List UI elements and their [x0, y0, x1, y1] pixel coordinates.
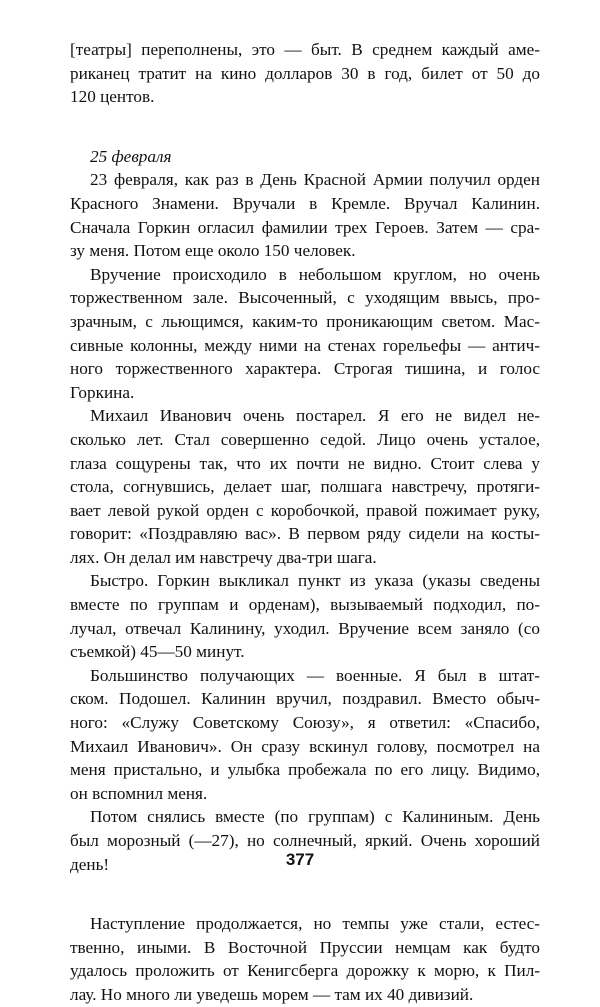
paragraph	[70, 404, 540, 569]
paragraph	[70, 168, 540, 262]
text-line: глаза сощурены так, что их почти не видно. Стоит слева у	[70, 453, 540, 473]
text-line: зу меня. Потом еще около 150 человек.	[70, 241, 356, 261]
text-line: риканец тратит на кино долларов 30 в год, билет от 50 до	[70, 63, 540, 83]
text-line: ного торжественного характера. Строгая тишина, и голос	[70, 359, 540, 379]
text-line: сколько лет. Стал совершенно седой. Лицо очень усталое,	[70, 429, 540, 449]
paragraph	[70, 569, 540, 663]
intro-paragraph	[70, 38, 540, 109]
section-gap	[70, 109, 540, 145]
text-line: ного: «Служу Советскому Союзу», я ответил: «Спасибо,	[70, 713, 540, 733]
text-line: Сначала Горкин огласил фамилии трех Героев. Затем — сра-	[70, 217, 540, 237]
text-line: съемкой) 45—50 минут.	[70, 642, 245, 662]
text-line: Вручение происходило в небольшом круглом, но очень	[90, 264, 540, 284]
text-line: 23 февраля, как раз в День Красной Армии получил орден	[90, 170, 540, 190]
text-line: твенно, иными. В Восточной Пруссии немцам как будто	[70, 937, 540, 957]
text-line: лях. Он делал им навстречу два-три шага.	[70, 547, 377, 567]
text-line: удалось проложить от Кенигсберга дорожку к морю, к Пил-	[70, 961, 540, 981]
section-gap	[70, 876, 540, 912]
text-line: меня пристально, и улыбка пробежала по его лицу. Видимо,	[70, 760, 540, 780]
text-line: Михаил Иванович очень постарел. Я его не видел не-	[90, 406, 540, 426]
paragraph	[70, 664, 540, 806]
text-line: вместе по группам и орденам), вызываемый подходил, по-	[70, 595, 540, 615]
text-line: лучал, отвечал Калинину, уходил. Вручение всем заняло (со	[70, 618, 540, 638]
text-line: лау. Но много ли уведешь морем — там их 40 дивизий.	[70, 984, 474, 1004]
text-line: был морозный (—27), но солнечный, яркий. Очень хороший	[70, 831, 540, 850]
text-line: стола, согнувшись, делает шаг, полшага навстречу, протяги-	[70, 477, 540, 497]
text-line: день!	[70, 854, 110, 874]
text-line: Потом снялись вместе (по группам) с Калининым. День	[90, 807, 540, 827]
text-line: ском. Подошел. Калинин вручил, поздравил. Вместо обыч-	[70, 689, 540, 709]
closing-paragraph	[70, 912, 540, 1006]
text-line: вает левой рукой орден с коробочкой, правой пожимает руку,	[70, 500, 540, 520]
text-line: говорит: «Поздравляю вас». В первом ряду сидели на косты-	[70, 524, 540, 544]
text-line: Михаил Иванович». Он сразу вскинул голову, посмотрел на	[70, 736, 540, 756]
text-line: Наступление продолжается, но темпы уже стали, естес-	[90, 914, 540, 934]
text-line: Быстро. Горкин выкликал пункт из указа (указы сведены	[90, 571, 540, 591]
page-number: 377	[285, 850, 315, 869]
text-line: Горкина.	[70, 382, 135, 402]
text-line: торжественном зале. Высоченный, с уходящим ввысь, про-	[70, 288, 540, 308]
text-line: 120 центов.	[70, 87, 155, 107]
text-line: [театры] переполнены, это — быт. В среднем каждый аме-	[70, 40, 540, 59]
text-line: зрачным, с льющимся, каким-то проникающим светом. Мас-	[70, 311, 540, 331]
entry-date: 25 февраля	[90, 146, 172, 166]
paragraph	[70, 263, 540, 405]
text-line: он вспомнил меня.	[70, 783, 208, 803]
text-line: сивные колонны, между ними на стенах горельефы — антич-	[70, 335, 540, 355]
text-line: Красного Знамени. Вручали в Кремле. Вручал Калинин.	[70, 193, 540, 213]
text-line: Большинство получающих — военные. Я был в штат-	[90, 665, 540, 685]
